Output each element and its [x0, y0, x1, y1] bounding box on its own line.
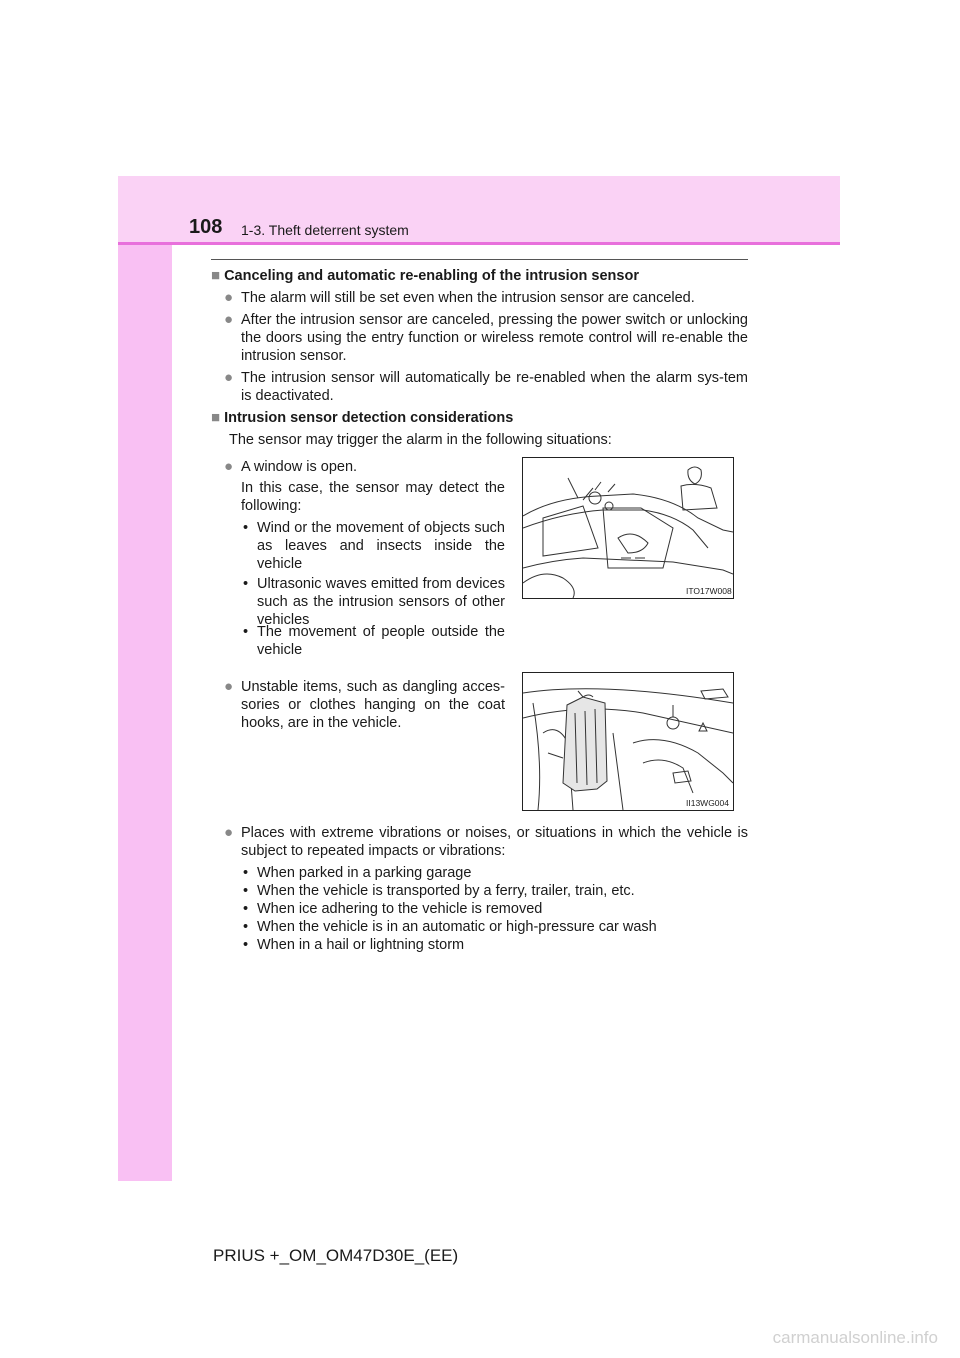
- section-title: 1-3. Theft deterrent system: [241, 222, 409, 238]
- heading-canceling: [211, 267, 639, 285]
- bullet-icon: ●: [224, 678, 234, 695]
- dash-bullet: •: [243, 919, 249, 935]
- item1-sub: Ultrasonic waves emitted from devices such as the intrusion sensors of other vehicles: [257, 576, 505, 628]
- dash-bullet: •: [243, 624, 249, 640]
- watermark: carmanualsonline.info: [772, 1328, 938, 1347]
- sidebar-tab: [118, 176, 172, 1181]
- bullet-icon: ●: [224, 311, 234, 328]
- dash-bullet: •: [243, 520, 249, 536]
- heading-canceling-text: Canceling and automatic re-enabling of the intrusion sensor: [224, 268, 639, 284]
- item1-sub: Wind or the movement of objects such as leaves and insects inside the vehicle: [257, 520, 505, 572]
- item3-sub: When in a hail or lightning storm: [257, 937, 465, 953]
- item3-sub: When the vehicle is in an automatic or high-pressure car wash: [257, 919, 657, 935]
- bullet-text: After the intrusion sensor are canceled, pressing the power switch or unlocking the doors using the entry function or wireless remote control will re-enable the intrusion sensor.: [241, 312, 748, 364]
- item3-text: Places with extreme vibrations or noises, or situations in which the vehicle is subject to repeated impacts or vibrations:: [241, 825, 748, 859]
- car-interior-figure: [522, 672, 734, 811]
- square-bullet-icon: ■: [211, 267, 221, 284]
- heading-detection: [211, 409, 513, 427]
- content-rule: [211, 259, 748, 260]
- item2-text: Unstable items, such as dangling acces-sories or clothes hanging on the coat hooks, are in the vehicle.: [241, 679, 505, 731]
- bullet-text: The alarm will still be set even when the intrusion sensor are canceled.: [241, 290, 695, 306]
- dash-bullet: •: [243, 865, 249, 881]
- dash-bullet: •: [243, 901, 249, 917]
- dash-bullet: •: [243, 883, 249, 899]
- dash-bullet: •: [243, 937, 249, 953]
- car-window-figure: [522, 457, 734, 599]
- car-window-illustration: [523, 458, 733, 598]
- item1-sub: The movement of people outside the vehicle: [257, 624, 505, 658]
- footer-doc-id: PRIUS +_OM_OM47D30E_(EE): [213, 1246, 459, 1265]
- page-number: 108: [189, 216, 223, 238]
- bullet-icon: ●: [224, 458, 234, 475]
- figure-code: II13WG004: [686, 798, 729, 808]
- header-rule: [118, 242, 840, 245]
- dash-bullet: •: [243, 576, 249, 592]
- bullet-icon: ●: [224, 289, 234, 306]
- square-bullet-icon: ■: [211, 409, 221, 426]
- bullet-icon: ●: [224, 824, 234, 841]
- item1-text: A window is open.: [241, 459, 358, 475]
- item1-detail: In this case, the sensor may detect the following:: [241, 480, 505, 514]
- intro-text: The sensor may trigger the alarm in the following situations:: [229, 432, 612, 448]
- car-interior-illustration: [523, 673, 733, 810]
- header-band: [118, 176, 840, 242]
- figure-code: ITO17W008: [686, 586, 732, 596]
- heading-detection-text: Intrusion sensor detection considerations: [224, 410, 514, 426]
- bullet-icon: ●: [224, 369, 234, 386]
- item3-sub: When parked in a parking garage: [257, 865, 472, 881]
- item3-sub: When ice adhering to the vehicle is removed: [257, 901, 543, 917]
- item3-sub: When the vehicle is transported by a ferry, trailer, train, etc.: [257, 883, 635, 899]
- bullet-text: The intrusion sensor will automatically be re-enabled when the alarm sys-tem is deactivated.: [241, 370, 748, 404]
